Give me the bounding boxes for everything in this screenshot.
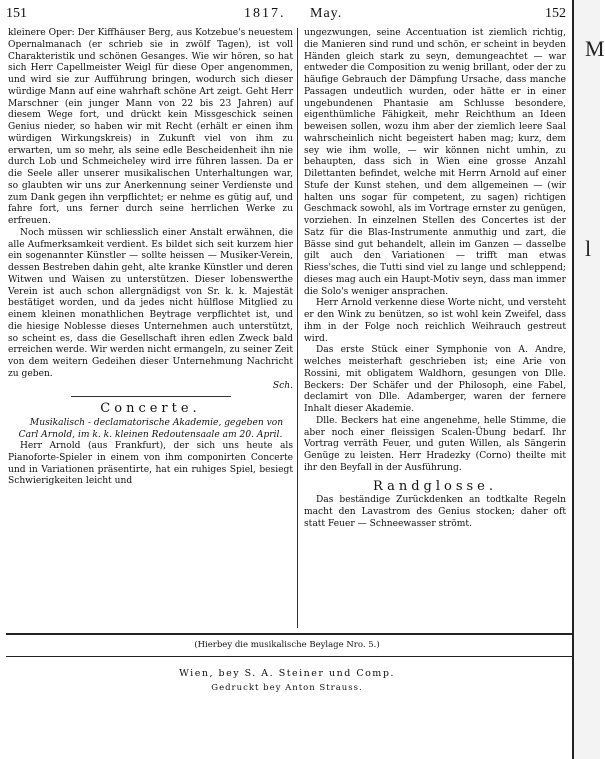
article-paragraph: Das beständige Zurückdenken an todtkalte Regeln macht den Lavastrom des Genius stocken; daher oft statt Feuer — Schneewasser strömt. [304,495,566,529]
column-divider [297,28,298,628]
imprint-publisher: Wien, bey S. A. Steiner und Comp. [179,668,395,679]
page-header [6,6,572,26]
section-title-randglosse: Randglosse. [372,478,497,494]
right-column [304,28,566,531]
author-signature: Sch. [272,380,293,391]
article-paragraph: ungezwungen, seine Accentuation ist ziemlich richtig, die Manieren sind rund und schön, er scheint in beyden Händen gleich stark zu seyn, demungeachtet — war entweder die Composition zu wenig brillant, oder der zu häufige Gebrauch der Dämpfung Ursache, dass manche Passagen undeutlich wurden, oder hätte er in einer ungebundenen Phantasie am Schlusse besondere, eigenthümliche Fähigkeit, mehr Reichthum an Ideen beweisen sollen, wozu ihm aber der ziemlich leere Saal wahrscheinlich nicht begeistert haben mag; kurz, dem sey wie ihm wolle, — wir können nicht umhin, zu behaupten, dass sich in Wien eine grosse Anzahl Dilettanten befindet, welche mit Herrn Arnold auf einer Stufe der Kunst stehen, und dem allgemeinen — (wir halten uns sogar für competent, zu sagen) richtigen Geschmack sowohl, als im Vortrage ernster zu genügen, vorziehen. In einzelnen Stellen des Concertes ist der Satz für die Blas-Instrumente anmuthig und zart, die Bässe sind gut behandelt, allein im Ganzen — dasselbe gilt auch den Variationen — trifft man etwas Riess'sches, die Tutti sind viel zu lange und schleppend; dieses mag auch ein Haupt-Motiv seyn, dass man immer die Solo's weniger ansprachen. [304,28,566,297]
article-paragraph: Herr Arnold verkenne diese Worte nicht, und versteht er den Wink zu benützen, so ist wohl kein Zweifel, dass ihm in der Folge noch reichlich Weihrauch gestreut wird. [304,298,566,344]
article-paragraph: Herr Arnold (aus Frankfurt), der sich uns heute als Pianoforte-Spieler in einem von ihm componirten Concerte und in Variationen präsentirte, hat ein ruhiges Spiel, besiegt Schwierigkeiten leicht und [8,441,293,487]
footer-rule [6,633,572,635]
header-month: May. [310,6,343,21]
adjacent-page-edge [572,0,600,759]
imprint-printer: Gedruckt bey Anton Strauss. [211,683,363,693]
left-column [8,28,293,488]
section-rule [71,396,231,397]
section-title-concerte: Concerte. [100,401,201,417]
adjacent-page-fragment: M [585,36,605,61]
page-number-left: 151 [6,6,27,21]
article-paragraph: Noch müssen wir schliesslich einer Anstalt erwähnen, die alle Aufmerksamkeit verdient. Es bildet sich seit kurzem hier ein sogenannter Künstler — sollte heissen — Musiker-Verein, dessen Bestreben dahin geht, alte kranke Künstler und deren Witwen und Waisen zu unterstützen. Dieser lobenswerthe Verein ist auch schon allergnädigst von Sr. k. k. Majestät bestätiget worden, und da jedes nicht hülflose Mitglied zu einem kleinen monathlichen Beytrage verpflichtet ist, und die hiesige Noblesse dieses Unternehmen auch unterstützt, so scheint es, dass die Gesellschaft ihren edlen Zweck bald erreichen werde. Wir werden nicht ermangeln, zu seiner Zeit von dem weitern Gedeihen dieser Unternehmung Nachricht zu geben. [8,227,293,379]
article-paragraph: Dlle. Beckers hat eine angenehme, helle Stimme, die aber noch einer fleissigen Scalen-Übung bedarf. Ihr Vortrag verräth Feuer, und guten Willen, als Sängerin Genüge zu leisten. Herr Hradezky (Corno) theilte mit ihr den Beyfall in der Ausführung. [304,415,566,473]
header-year: 1817. [244,6,286,21]
footer-rule-thin [6,656,572,657]
section-subtitle: Musikalisch - declamatorische Akademie, gegeben von Carl Arnold, im k. k. kleinen Redoutensaale am 20. April. [18,418,284,440]
footer-note: (Hierbey die musikalische Beylage Nro. 5.) [194,640,380,650]
adjacent-page-fragment: l [585,236,592,261]
page-number-right: 152 [545,6,566,21]
article-paragraph: kleinere Oper: Der Kiffhäuser Berg, aus Kotzebue's neuestem Opernalmanach (er schrieb sie in zwölf Tagen), ist voll Charakteristik und schönen Gesanges. Wie wir hören, so hat sich Herr Capellmeister Weigl für diese Oper angenommen, und wird sie zur Aufführung bringen, wodurch sich dieser würdige Mann auf eine wahrhaft schöne Art zeigt. Geht Herr Marschner (ein junger Mann von 22 bis 23 Jahren) auf diesem Wege fort, und drückt kein Missgeschick seinen Genius nieder, so haben wir mit Recht (erhält er einen ihm würdigen Wirkungskreis) in Zukunft viel von ihm zu erwarten, um so mehr, als seine edle Bescheidenheit ihn nie durch Lob und Schmeicheley wird irre führen lassen. Da er die Seele aller unserer musikalischen Unterhaltungen war, so glaubten wir uns zur Anerkennung seiner Verdienste und zum Dank gegen ihn verpflichtet; er nehme es gütig auf, und fahre fort, uns ferner durch seine herrlichen Werke zu erfreuen. [8,28,293,226]
article-paragraph: Das erste Stück einer Symphonie von A. Andre, welches meisterhaft geschrieben ist; eine Arie von Rossini, mit obligatem Waldhorn, gesungen von Dlle. Beckers: Der Schäfer und der Philosoph, eine Fabel, declamirt von Dlle. Adamberger, waren der fernere Inhalt dieser Akademie. [304,345,566,414]
